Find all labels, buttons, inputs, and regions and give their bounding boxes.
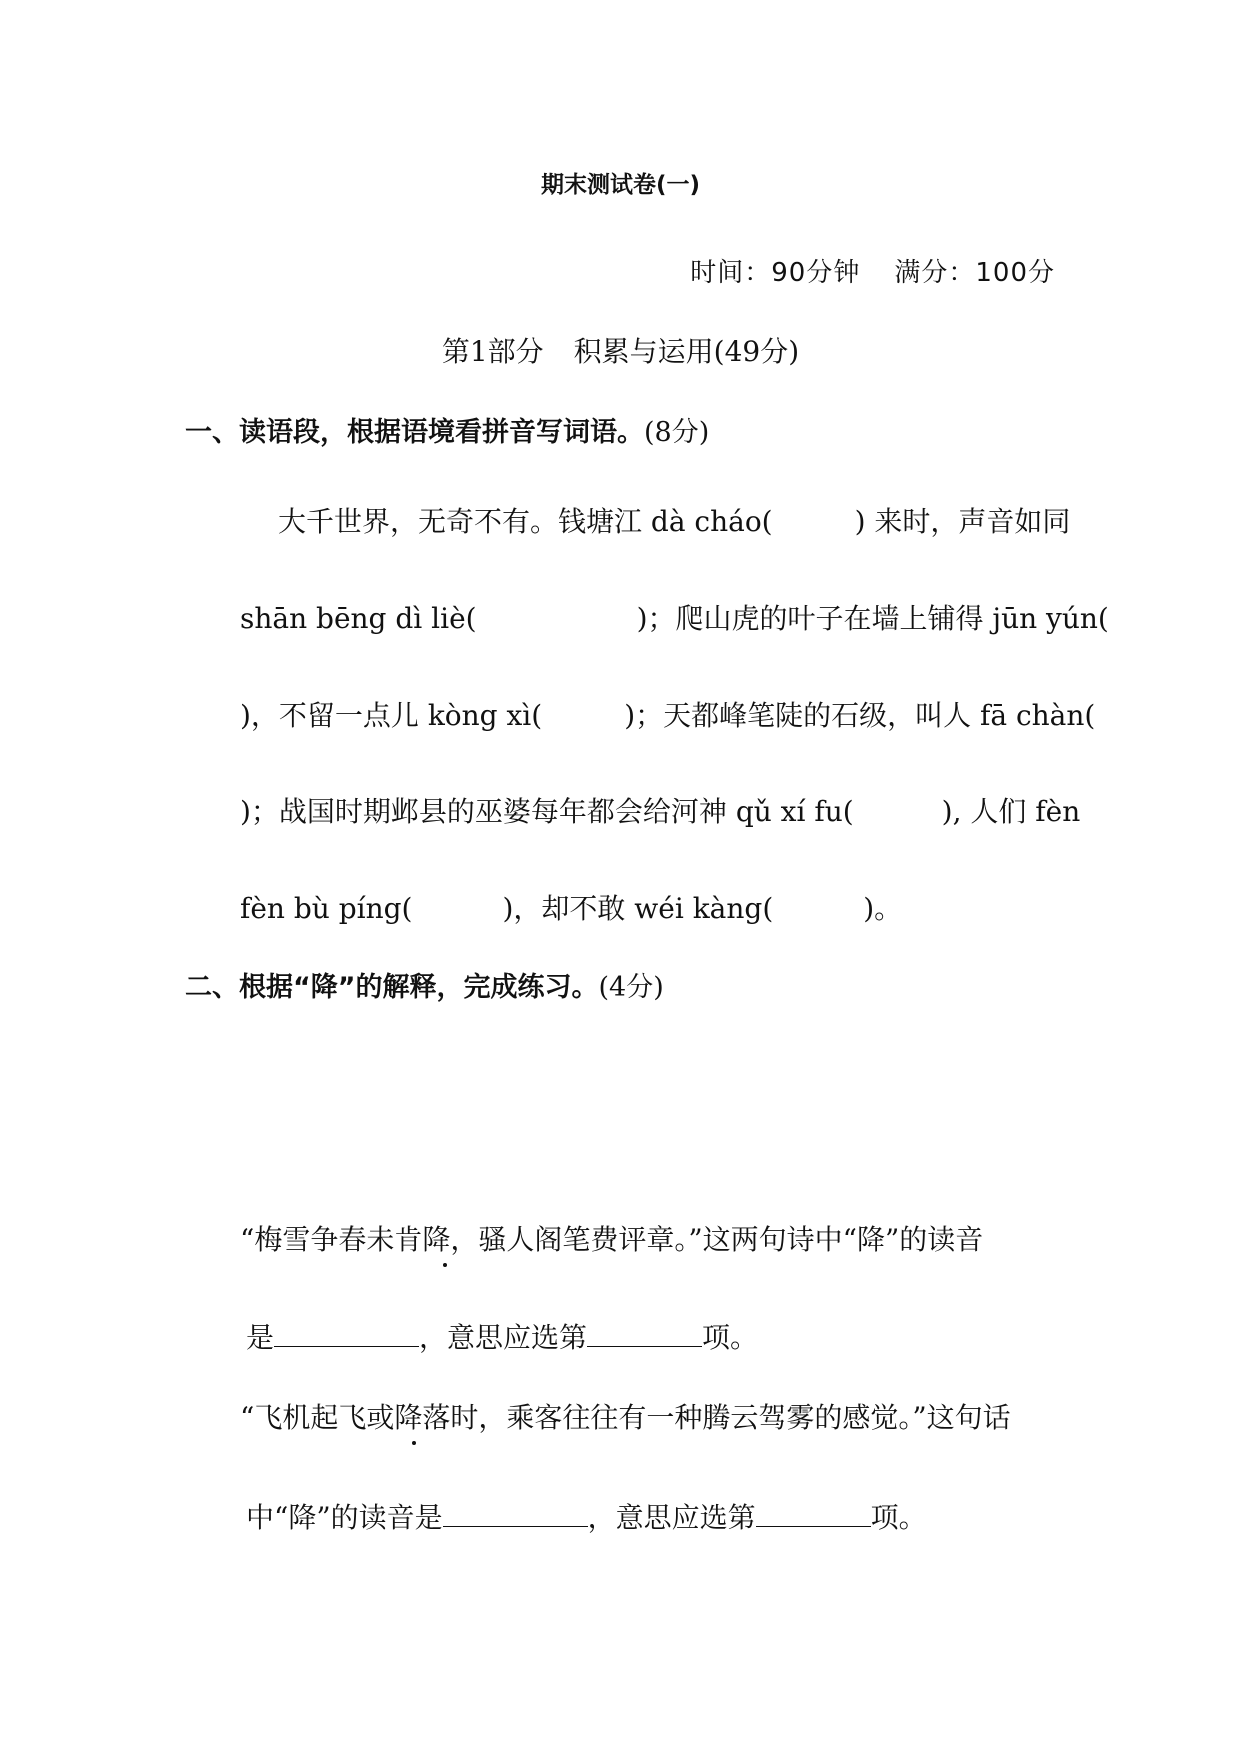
q1-line-5: fèn bù píng( )，却不敢 wéi kàng( )。: [240, 892, 903, 925]
option-blank[interactable]: [587, 1318, 702, 1347]
q2-sentence-1-answer: 是 ，意思应选第 项。: [246, 1316, 758, 1356]
option-blank[interactable]: [756, 1498, 871, 1527]
exam-meta: [690, 252, 1055, 289]
q2-sentence-1: “梅雪争春未肯降，骚人阁笔费评章。”这两句诗中“降”的读音: [240, 1223, 984, 1256]
q1-line-4: )；战国时期邺县的巫婆每年都会给河神 qǔ xí fu( ), 人们 fèn: [240, 795, 1081, 828]
emphasis-dot: [412, 1441, 416, 1445]
question-1-heading: 一、读语段，根据语境看拼音写词语。(8分): [185, 417, 710, 448]
time-label: 时间：90分钟: [690, 258, 861, 288]
q2-sentence-2: “飞机起飞或降落时，乘客往往有一种腾云驾雾的感觉。”这句话: [240, 1401, 1011, 1434]
reading-blank[interactable]: [274, 1318, 419, 1347]
q2-sentence-2-answer: 中“降”的读音是 ，意思应选第 项。: [246, 1496, 927, 1536]
question-2-heading: 二、根据“降”的解释，完成练习。(4分): [185, 972, 664, 1003]
q1-line-3: )，不留一点儿 kòng xì( )；天都峰笔陡的石级，叫人 fā chàn(: [240, 699, 1096, 732]
part-heading: [0, 330, 1241, 370]
reading-blank[interactable]: [443, 1498, 588, 1527]
q1-line-1: 大千世界，无奇不有。钱塘江 dà cháo( ) 来时，声音如同: [278, 505, 1071, 538]
emphasis-dot: [443, 1263, 447, 1267]
q1-line-2: shān bēng dì liè( )；爬山虎的叶子在墙上铺得 jūn yún(: [240, 602, 1109, 635]
exam-title: 期末测试卷(一): [540, 172, 701, 198]
part-label: 第1部分: [441, 335, 544, 368]
score-label: 满分：100分: [894, 258, 1055, 288]
part-name: 积累与运用(49分): [573, 335, 800, 368]
